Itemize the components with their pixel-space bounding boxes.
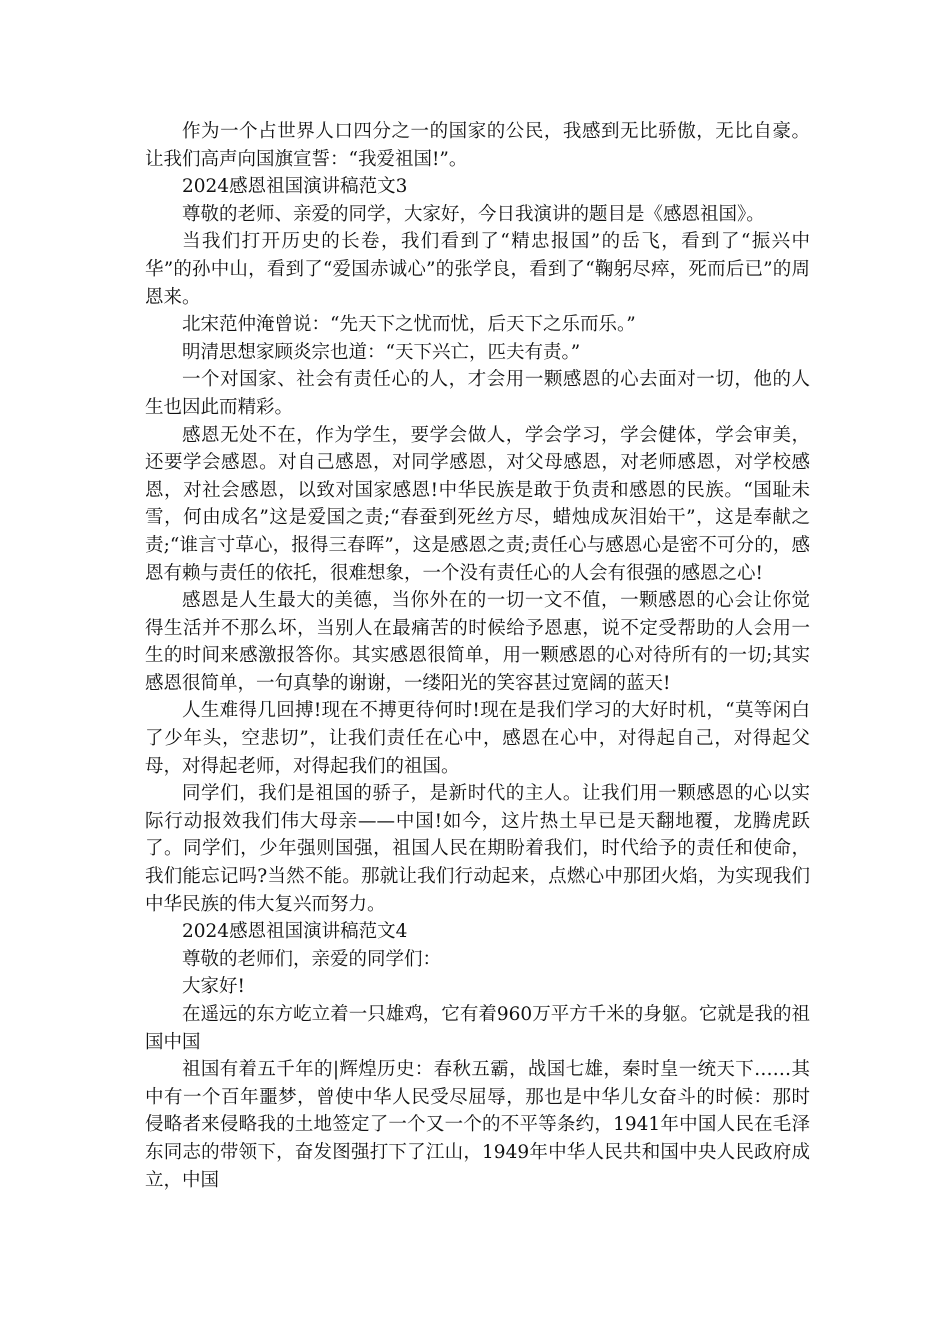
paragraph-gu-yan: 明清思想家顾炎宗也道：“天下兴亡，匹夫有责。” bbox=[182, 341, 581, 363]
section-heading-3: 2024感恩祖国演讲稿范文3 bbox=[182, 176, 408, 198]
paragraph-gratitude-virtue: 感恩是人生最大的美德，当你外在的一切一文不值，一颗感恩的心会让你觉得生活并不那么坏，当别人在最痛苦的时候给予恩惠，说不定受帮助的人会用一生的时间来感激报答你。其实感恩很简单，用一颗感恩的心对待所有的一切;其实感恩很简单，一句真挚的谢谢，一缕阳光的笑容甚过宽阔的蓝天! bbox=[145, 590, 810, 694]
paragraph-hello: 大家好! bbox=[182, 976, 245, 998]
paragraph-greeting-4: 尊敬的老师们，亲爱的同学们： bbox=[182, 948, 442, 970]
paragraph-fan-zhongyan: 北宋范仲淹曾说：“先天下之忧而忧，后天下之乐而乐。” bbox=[182, 314, 636, 336]
paragraph-life-struggle: 人生难得几回搏!现在不搏更待何时!现在是我们学习的大好时机，“莫等闲白了少年头，空悲切”，让我们责任在心中，感恩在心中，对得起自己，对得起父母，对得起老师，对得起我们的祖国。 bbox=[145, 700, 810, 777]
paragraph-rooster: 在遥远的东方屹立着一只雄鸡，它有着960万平方千米的身躯。它就是我的祖国中国 bbox=[145, 1004, 810, 1053]
paragraph-five-thousand-years: 祖国有着五千年的|辉煌历史：春秋五霸，战国七雄，秦时皇一统天下……其中有一个百年噩梦，曾使中华人民受尽屈辱，那也是中华儿女奋斗的时候：那时侵略者来侵略我的土地签定了一个又一个的不平等条约，1941年中国人民在毛泽东同志的带领下，奋发图强打下了江山，1949年中华人民共和国中央人民政府成立，中国 bbox=[145, 1059, 810, 1191]
document-body bbox=[145, 118, 810, 1194]
paragraph-history: 当我们打开历史的长卷，我们看到了“精忠报国”的岳飞，看到了“振兴中华”的孙中山，看到了“爱国赤诚心”的张学良，看到了“鞠躬尽瘁，死而后已”的周恩来。 bbox=[145, 231, 810, 308]
paragraph-1: 作为一个占世界人口四分之一的国家的公民，我感到无比骄傲，无比自豪。让我们高声向国旗宣誓：“我爱祖国!”。 bbox=[145, 121, 810, 170]
paragraph-responsibility: 一个对国家、社会有责任心的人，才会用一颗感恩的心去面对一切，他的人生也因此而精彩。 bbox=[145, 369, 810, 418]
paragraph-students: 同学们，我们是祖国的骄子，是新时代的主人。让我们用一颗感恩的心以实际行动报效我们伟大母亲——中国!如今，这片热土早已是天翻地覆，龙腾虎跃了。同学们，少年强则国强，祖国人民在期盼着我们，时代给予的责任和使命，我们能忘记吗?当然不能。那就让我们行动起来，点燃心中那团火焰，为实现我们中华民族的伟大复兴而努力。 bbox=[145, 783, 810, 915]
paragraph-greeting-3: 尊敬的老师、亲爱的同学，大家好，今日我演讲的题目是《感恩祖国》。 bbox=[182, 203, 765, 225]
section-heading-4: 2024感恩祖国演讲稿范文4 bbox=[182, 921, 408, 943]
paragraph-gratitude-everywhere: 感恩无处不在，作为学生，要学会做人，学会学习，学会健体，学会审美，还要学会感恩。对自己感恩，对同学感恩，对父母感恩，对老师感恩，对学校感恩，对社会感恩，以致对国家感恩!中华民族是敢于负责和感恩的民族。“国耻未雪，何由成名”这是爱国之责;“春蚕到死丝方尽，蜡烛成灰泪始干”，这是奉献之责;“谁言寸草心，报得三春晖”，这是感恩之责;责任心与感恩心是密不可分的，感恩有赖与责任的依托，很难想象，一个没有责任心的人会有很强的感恩之心! bbox=[145, 424, 810, 584]
